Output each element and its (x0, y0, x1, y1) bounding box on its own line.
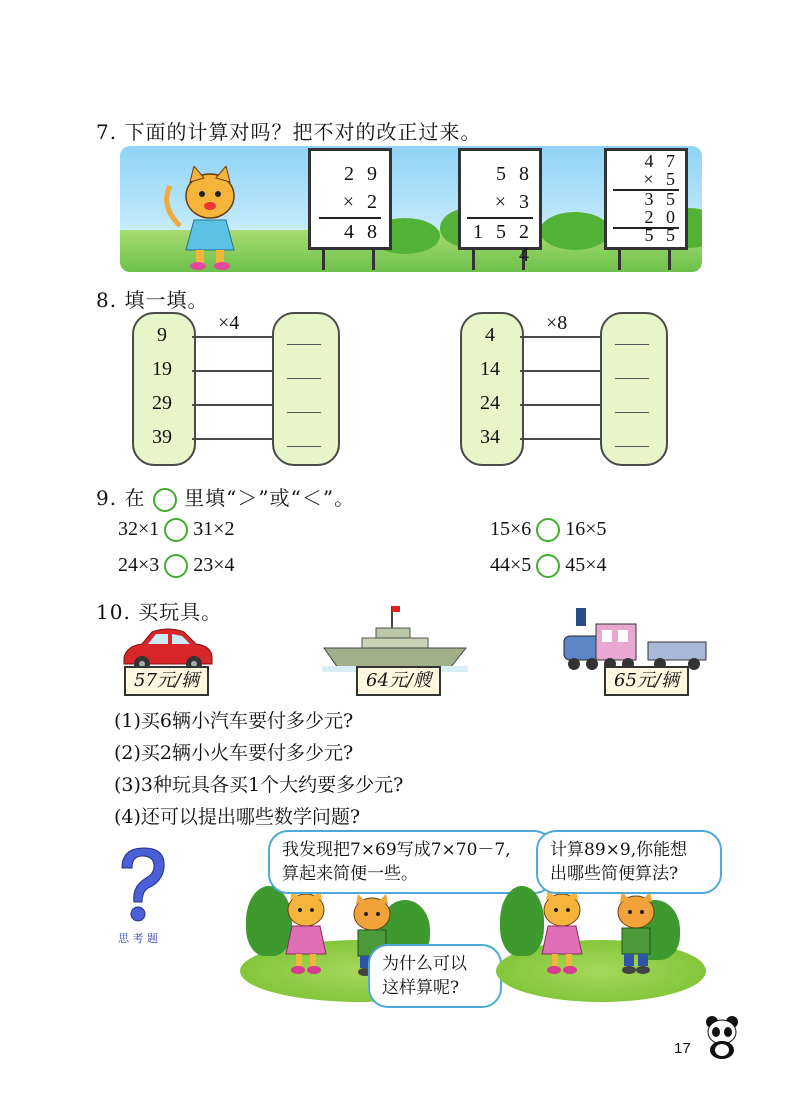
calc-row: 2 9 (344, 163, 381, 185)
q7-banner (120, 146, 702, 272)
compare-row (490, 554, 607, 578)
calc-row: × 5 (643, 169, 679, 189)
input-value: 34 (480, 426, 500, 448)
question-mark-icon (112, 846, 172, 926)
calc-board-3 (604, 148, 688, 250)
speech-bubble-2 (368, 944, 502, 1008)
input-value: 14 (480, 358, 500, 380)
bubble-line: 计算89×9,你能想 (550, 840, 688, 860)
answer-blank[interactable] (615, 344, 649, 345)
compare-circle[interactable] (164, 518, 188, 542)
answer-blank[interactable] (615, 412, 649, 413)
connector (520, 370, 600, 372)
panda-icon (702, 1014, 742, 1060)
expr-right: 16×5 (565, 518, 607, 540)
q8-title: 8. 填一填。 (96, 288, 209, 312)
answer-blank[interactable] (287, 412, 321, 413)
operator-left: ×4 (218, 312, 240, 334)
q9-title-pre: 9. 在 (96, 486, 146, 510)
cat-illustration (160, 166, 250, 270)
connector (192, 438, 272, 440)
bubble-line: 我发现把7×69写成7×70－7, (282, 840, 511, 860)
q7-title: 7. 下面的计算对吗？把不对的改正过来。 (96, 120, 482, 144)
input-value: 29 (152, 392, 172, 414)
calc-row: 5 5 (644, 225, 679, 245)
question-3: (3)3种玩具各买1个大约要多少元? (114, 774, 404, 796)
cat-girl-character (276, 890, 336, 976)
connector (192, 336, 272, 338)
speech-bubble-1 (268, 830, 554, 894)
question-2: (2)买2辆小火车要付多少元? (114, 742, 354, 764)
page-number: 17 (674, 1040, 691, 1057)
answer-blank[interactable] (615, 446, 649, 447)
calc-row: × 3 (494, 191, 533, 213)
price-tag-ship: 64元/艘 (356, 666, 441, 696)
connector (520, 438, 600, 440)
question-4: (4)还可以提出哪些数学问题? (114, 806, 361, 828)
cat-girl-character (532, 890, 592, 976)
q10-title: 10. 买玩具。 (96, 600, 223, 624)
operator-right: ×8 (546, 312, 568, 334)
input-value: 9 (157, 324, 167, 346)
toy-ship-image (322, 604, 468, 674)
expr-left: 24×3 (118, 554, 160, 576)
calc-row: 5 8 (496, 163, 533, 185)
bubble-line: 为什么可以 (382, 954, 467, 974)
bush (540, 212, 610, 250)
cat-boy-character (608, 892, 664, 976)
bubble-line: 算起来简便一些。 (282, 864, 418, 884)
connector (192, 370, 272, 372)
calc-row: 3 5 (644, 189, 679, 209)
compare-circle[interactable] (164, 554, 188, 578)
bubble-line: 这样算呢? (382, 978, 460, 998)
connector (520, 336, 600, 338)
expr-right: 31×2 (193, 518, 235, 540)
output-pill-left (272, 312, 340, 466)
answer-blank[interactable] (287, 344, 321, 345)
expr-left: 32×1 (118, 518, 160, 540)
q9-title-post: 里填“＞”或“＜”。 (184, 486, 356, 510)
input-value: 24 (480, 392, 500, 414)
q9-title (96, 482, 355, 512)
compare-circle[interactable] (536, 518, 560, 542)
price-tag-car: 57元/辆 (124, 666, 209, 696)
calc-row: 1 5 2 4 (473, 221, 533, 266)
calc-row: 2 0 (644, 207, 679, 227)
answer-blank[interactable] (287, 446, 321, 447)
expr-right: 45×4 (565, 554, 607, 576)
circle-blank-icon (153, 488, 177, 512)
connector (520, 404, 600, 406)
connector (192, 404, 272, 406)
answer-blank[interactable] (287, 378, 321, 379)
calc-line (319, 217, 381, 219)
thinking-label: 思 考 题 (118, 932, 158, 945)
expr-left: 44×5 (490, 554, 532, 576)
input-value: 19 (152, 358, 172, 380)
calc-board-1 (308, 148, 392, 250)
expr-right: 23×4 (193, 554, 235, 576)
calc-row: 4 7 (644, 151, 679, 171)
price-tag-train: 65元/辆 (604, 666, 689, 696)
input-value: 39 (152, 426, 172, 448)
answer-blank[interactable] (615, 378, 649, 379)
question-1: (1)买6辆小汽车要付多少元? (114, 710, 354, 732)
compare-circle[interactable] (536, 554, 560, 578)
calc-row: 4 8 (344, 221, 381, 243)
bubble-line: 出哪些简便算法? (550, 864, 679, 884)
speech-bubble-3 (536, 830, 722, 894)
calc-line (467, 217, 533, 219)
compare-row (118, 554, 235, 578)
calc-board-2 (458, 148, 542, 266)
calc-row: × 2 (342, 191, 381, 213)
compare-row (490, 518, 607, 542)
compare-row (118, 518, 235, 542)
input-value: 4 (485, 324, 495, 346)
expr-left: 15×6 (490, 518, 532, 540)
output-pill-right (600, 312, 668, 466)
